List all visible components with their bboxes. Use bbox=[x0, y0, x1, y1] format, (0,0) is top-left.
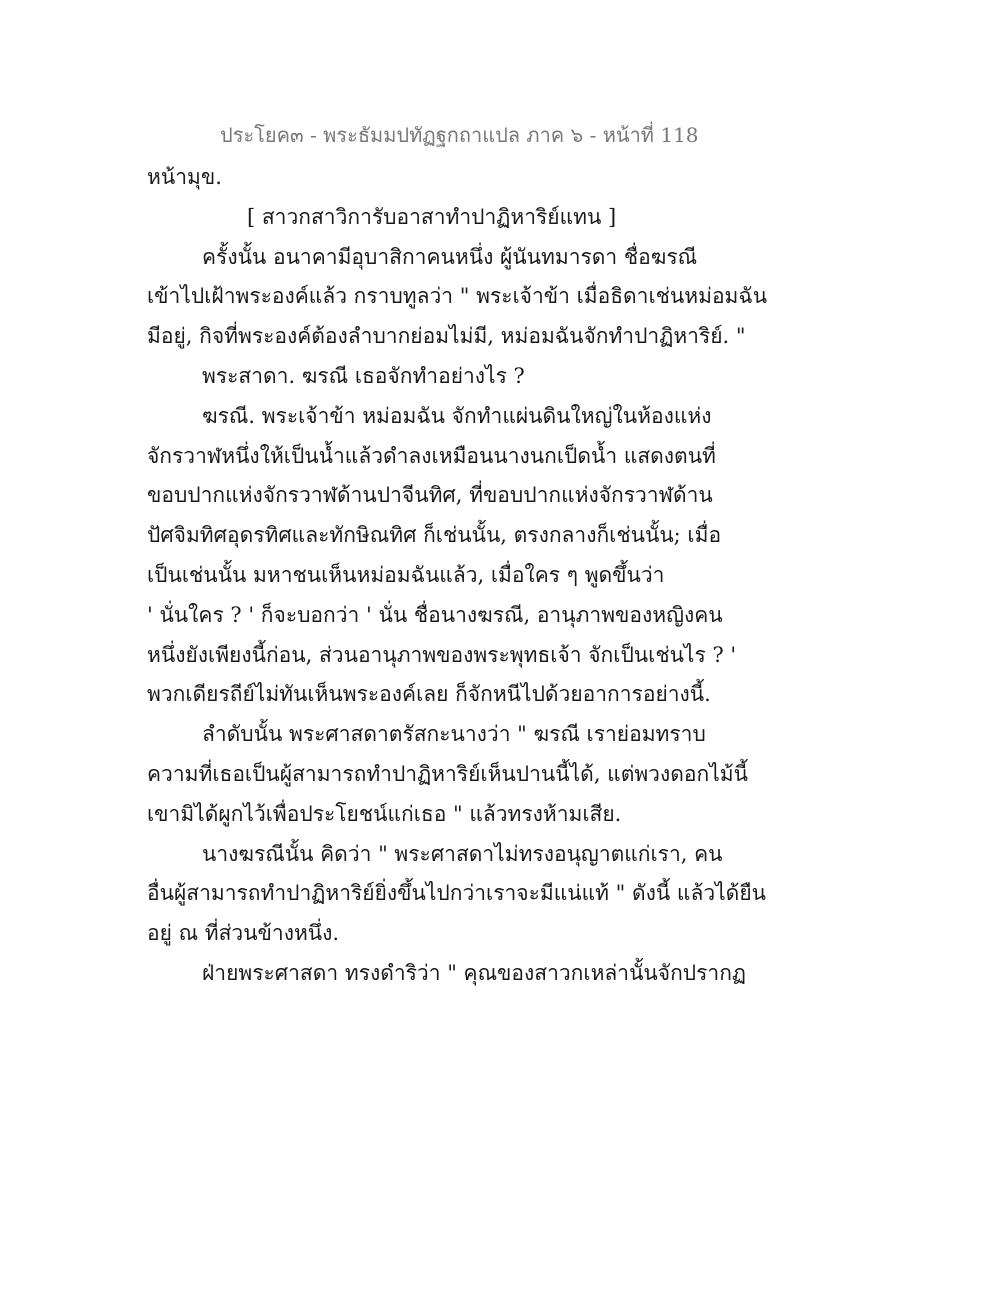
body-text bbox=[147, 158, 768, 994]
text-line: หนึ่งยังเพียงนี้ก่อน, ส่วนอานุภาพของพระพุทธเจ้า จักเป็นเช่นไร ? ' bbox=[147, 642, 737, 667]
text-line: หน้ามุข. bbox=[147, 165, 222, 189]
text-line: ' นั่นใคร ? ' ก็จะบอกว่า ' นั่น ชื่อนางฆรณี, อานุภาพของหญิงคน bbox=[147, 602, 723, 627]
text-line: มีอยู่, กิจที่พระองค์ต้องลำบากย่อมไม่มี, หม่อมฉันจักทำปาฏิหาริย์. " bbox=[147, 324, 746, 349]
text-line: เป็นเช่นนั้น มหาชนเห็นหม่อมฉันแล้ว, เมื่อใคร ๆ พูดขึ้นว่า bbox=[147, 562, 665, 587]
text-line: ครั้งนั้น อนาคามีอุบาสิกาคนหนึ่ง ผู้นันทมารดา ชื่อฆรณี bbox=[202, 244, 698, 269]
text-line: นางฆรณีนั้น คิดว่า " พระศาสดาไม่ทรงอนุญาตแก่เรา, คน bbox=[202, 841, 723, 866]
text-line: อื่นผู้สามารถทำปาฏิหาริย์ยิ่งขึ้นไปกว่าเราจะมีแน่แท้ " ดังนี้ แล้วได้ยืน bbox=[147, 881, 766, 906]
section-heading: [ สาวกสาวิการับอาสาทำปาฏิหาริย์แทน ] bbox=[247, 204, 617, 229]
text-line: เข้าไปเฝ้าพระองค์แล้ว กราบทูลว่า " พระเจ้าข้า เมื่อธิดาเช่นหม่อมฉัน bbox=[147, 284, 768, 309]
text-line: ขอบปากแห่งจักรวาฬด้านปาจีนทิศ, ที่ขอบปากแห่งจักรวาฬด้าน bbox=[147, 483, 713, 508]
text-line: ลำดับนั้น พระศาสดาตรัสกะนางว่า " ฆรณี เราย่อมทราบ bbox=[202, 722, 706, 747]
running-header: ประโยค๓ - พระธัมมปทัฏฐกถาแปล ภาค ๖ - หน้าที่ 118 bbox=[220, 123, 699, 147]
text-line: จักรวาฬหนึ่งให้เป็นน้ำแล้วดำลงเหมือนนางนกเป็ดน้ำ แสดงตนที่ bbox=[147, 443, 716, 468]
text-line: เขามิได้ผูกไว้เพื่อประโยชน์แก่เธอ " แล้วทรงห้ามเสีย. bbox=[147, 801, 622, 826]
text-line: ฆรณี. พระเจ้าข้า หม่อมฉัน จักทำแผ่นดินใหญ่ในห้องแห่ง bbox=[202, 403, 712, 428]
text-line: พระสาดา. ฆรณี เธอจักทำอย่างไร ? bbox=[202, 363, 525, 388]
text-line: ฝ่ายพระศาสดา ทรงดำริว่า " คุณของสาวกเหล่านั้นจักปรากฏ bbox=[202, 960, 747, 985]
text-line: อยู่ ณ ที่ส่วนข้างหนึ่ง. bbox=[147, 921, 340, 946]
text-line: ความที่เธอเป็นผู้สามารถทำปาฏิหาริย์เห็นปานนี้ได้, แต่พวงดอกไม้นี้ bbox=[147, 761, 748, 786]
text-line: ปัศจิมทิศอุดรทิศและทักษิณทิศ ก็เช่นนั้น, ตรงกลางก็เช่นนั้น; เมื่อ bbox=[147, 523, 722, 548]
text-line: พวกเดียรถีย์ไม่ทันเห็นพระองค์เลย ก็จักหนีไปด้วยอาการอย่างนี้. bbox=[147, 682, 711, 707]
